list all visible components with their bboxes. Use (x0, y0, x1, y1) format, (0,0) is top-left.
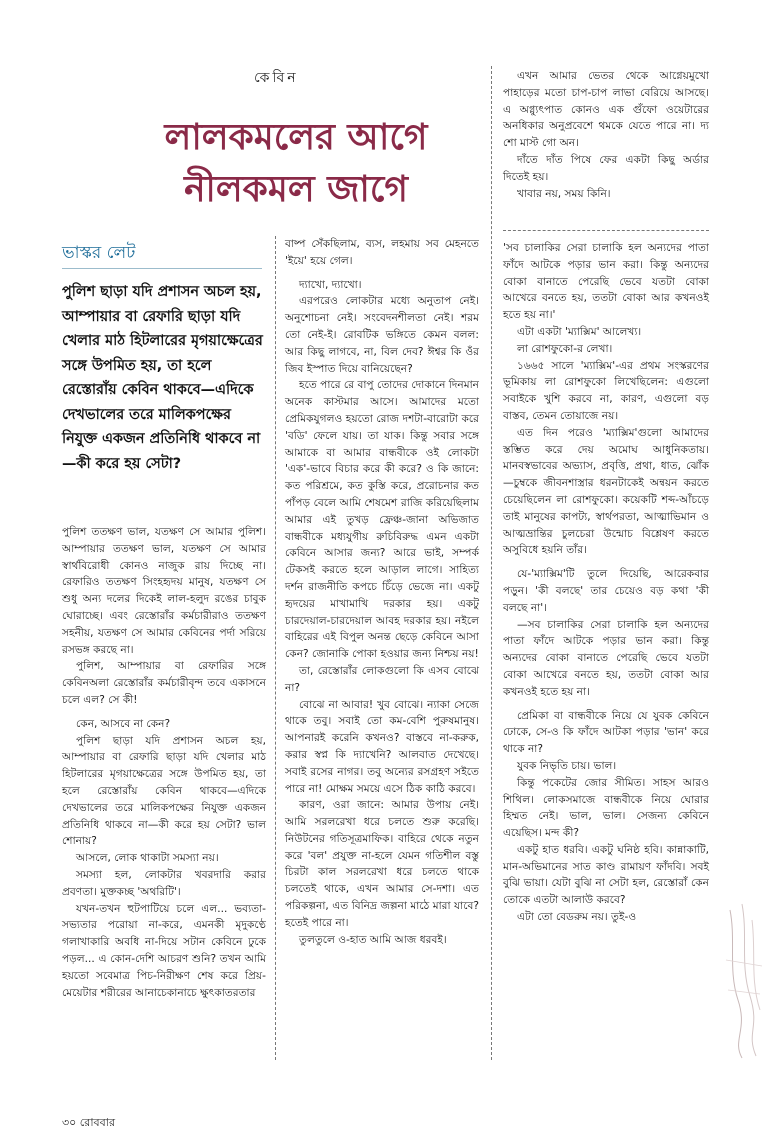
paragraph: এরপরেও লোকটার মধ্যে অনুতাপ নেই। অনুশোচনা নেই। সংবেদনশীলতা নেই। শরম তো নেই-ই। রোবটিক ভঙ্গিতে কেমন বলল: আর কিছু লাগবে, না, বিল দেব? ঈশ্বর কি ওঁর জিব ইস্পাত দিয়ে বানিয়েছেন? (285, 295, 479, 375)
paragraph: যুবক নিভৃতি চায়। ভাল। (517, 759, 617, 772)
paragraph: বোঝে না আবার! খুব বোঝে। ন্যাকা সেজে থাকে তবু। সবাই তো কম-বেশি পুরুষমানুষ। আপনারই করেনি কখনও? বাস্তবে না-করুক, করার স্বপ্ন কি দ্যাখেনি? আলবাত দেখেছে। সবাই রসের নাগর। তবু অন্যের রসগ্রহণ সইতে পারে না! মোক্ষম সময়ে এসে ঠিক কাঠি করবে। (285, 698, 479, 795)
author-name: ভাস্কর লেট (62, 243, 136, 263)
paragraph: পুলিশ ততক্ষণ ভাল, যতক্ষণ সে আমার পুলিশ। আম্পায়ার ততক্ষণ ভাল, যতক্ষণ সে আমার স্বার্থবিরোধী কোনও নাজুক রায় দিচ্ছে না। রেফারিও ততক্ষণ সিংহহৃদয় মানুষ, যতক্ষণ সে শুধু অন্য দলের দিকেই লাল-হলুদ রঙের চাবুক ঘোরাচ্ছে। এবং রেস্তোরাঁর কর্মচারীরাও ততক্ষণ সহনীয়, যতক্ষণ সে আমার কেবিনের পর্দা সরিয়ে রসভঙ্গ করছে না। (62, 526, 266, 656)
paragraph: খাবার নয়, সময় কিনি। (517, 187, 611, 200)
paragraph: লা রোশফুকো-র লেখা। (517, 342, 613, 355)
paragraph: আসলে, লোক থাকাটা সমস্যা নয়। (76, 852, 219, 865)
article-column-3 (503, 240, 709, 926)
article-column-1 (62, 524, 266, 1001)
headline-line-1: লালকমলের আগে (164, 117, 428, 158)
paragraph: এত দিন পরেও 'ম্যাক্সিম'গুলো আমাদের স্তম্ভিত করে দেয় অমোঘ আধুনিকতায়। মানবস্বভাবের অভ্যাস, প্রবৃত্তি, প্রথা, ধাত, ঝোঁক—চুম্বকে জীবনশাস্ত্রার ধরনটাকেই অন্বয়ন করতে চেয়েছিলেন লা রোশফুকো। কয়েকটি শব্দ-আঁচড়ে তাই মানুষের কাপট্য, স্বার্থপরতা, আত্মাভিমান ও আত্মভ্রান্তির চুলচেরা উন্মোচ বিশ্লেষণ করতে অসুবিধে হয়নি তাঁর। (503, 426, 709, 557)
lead-text: পুলিশ ছাড়া যদি প্রশাসন অচল হয়, আম্পায়ার বা রেফারি ছাড়া যদি খেলার মাঠ হিটলারের মৃগয়াক্ষেত্রের সঙ্গে উপমিত হয়, তা হলে রেস্তোরাঁয় কেবিন থাকবে—এদিকে দেখভালের তরে মালিকপক্ষের নিযুক্ত একজন প্রতিনিধি থাকবে না—কী করে হয় সেটা? (62, 284, 263, 472)
decorative-sketch-icon (722, 900, 766, 1060)
headline (110, 112, 482, 216)
paragraph: দ্যাখো, দ্যাখো। (299, 278, 362, 291)
column-divider-1 (275, 236, 276, 1060)
paragraph: এটা তো বেডরুম নয়। তুই-ও (517, 911, 637, 924)
paragraph: এখন আমার ভেতর থেকে আগ্নেয়মুখো পাহাড়ের মতো চাপ-চাপ লাভা বেরিয়ে আসছে। এ অগ্ন্যুৎপাত কোনও এক গুঁফো ওয়েটারের অনধিকার অনুপ্রবেশে থমকে যেতে পারে না। দ্য শো মাস্ট গো অন। (503, 70, 709, 150)
paragraph: যখন-তখন হুটপাটিয়ে চলে এল... ভব্যতা-সভ্যতার পরোয়া না-করে, এমনকী মৃদুকণ্ঠে গলাখাকারি অবধি না-দিয়ে সটান কেবিনে ঢুকে পড়ল... এ কোন-দেশি আচরণ শুনি? তখন আমি হয়তো সবেমাত্র পিচ-নিরীক্ষণ শেষ করে প্রিয়-মেয়েটার শরীরের আনাচেকানাচে ক্ষুৎকাতরতার (62, 902, 266, 999)
article-column-2 (285, 236, 479, 948)
paragraph: পুলিশ ছাড়া যদি প্রশাসন অচল হয়, আম্পায়ার বা রেফারি ছাড়া যদি খেলার মাঠ হিটলারের মৃগয়াক্ষেত্রের সঙ্গে উপমিত হয়, তা হলে রেস্তোরাঁয় কেবিন থাকবে—এদিকে দেখভালের তরে মালিকপক্ষের নিযুক্ত একজন প্রতিনিধি থাকবে না—কী করে হয় সেটা? ভাল শোনায়? (62, 734, 266, 848)
paragraph: 'সব চালাকির সেরা চালাকি হল অন্যদের পাতা ফাঁদে আটকে পড়ার ভান করা। কিন্তু অন্যদের বোকা বানাতে পেরেছি ভেবে যতটা বোকা আখেরে বনতে হয়, ততটা বোকা আর কখনওই হতে হয় না।' (503, 242, 709, 322)
lead-paragraph (62, 280, 268, 476)
paragraph: ১৬৬৫ সালে 'ম্যাক্সিম'-এর প্রথম সংস্করণের ভূমিকায় লা রোশফুকো লিখেছিলেন: এগুলো সবাইকে খুশি করবে না, কারণ, এগুলো বড় বাস্তব, তেমন তোয়াজে নয়। (503, 359, 709, 422)
paragraph: যে-'ম্যাক্সিম'টি তুলে দিয়েছি, আরেকবার পড়ুন। 'কী বলছে' তার চেয়েও বড় কথা 'কী বলছে না'। (503, 568, 709, 614)
paragraph: এটা একটা 'ম্যাক্সিম' আলেখ্য। (517, 325, 642, 338)
paragraph: একটু হাত ধরবি। একটু ঘনিষ্ঠ হবি। কান্নাকাটি, মান-অভিমানের সাত কাণ্ড রামায়ণ ফাঁদবি। সবই বুঝি ভায়া। যেটা বুঝি না সেটা হল, রেস্তোরাঁ কেন তোকে এতটা আলাউ করবে? (503, 843, 709, 907)
paragraph: তুলতুলে ও-হাত আমি আজ ধরবই। (299, 933, 447, 946)
paragraph: —সব চালাকির সেরা চালাকি হল অন্যদের পাতা ফাঁদে আটকে পড়ার ভান করা। কিন্তু অন্যদের বোকা বানাতে পেরেছি ভেবে যতটা বোকা আখেরে বনতে হয়, ততটা বোকা আর কখনওই হতে হয় না। (503, 618, 709, 698)
column-divider-2 (491, 66, 492, 1060)
paragraph: প্রেমিকা বা বান্ধবীকে নিয়ে যে যুবক কেবিনে ঢোকে, সে-ও কি ফাঁদে আটকা পড়ার 'ভান' করে থাকে না? (503, 709, 709, 756)
article-column-3-top (503, 68, 709, 202)
page-footer: ৩০ রোববার (62, 1116, 115, 1129)
paragraph: কেন, আসবে না কেন? (76, 717, 171, 730)
paragraph: বাষ্প সেঁকছিলাম, ব্যস, লহমায় সব মেহনতে 'ইয়ে' হয়ে গেল। (285, 238, 479, 267)
headline-line-2: নীলকমল জাগে (184, 169, 408, 210)
paragraph: কিন্তু পকেটের জোর সীমিত। সাহস আরও শিথিল। লোকসমাজে বান্ধবীকে নিয়ে ঘোরার হিম্মত নেই। ভাল, ভাল। সেজন্য কেবিনে এয়েছিস। মন্দ কী? (503, 776, 709, 840)
paragraph: তা, রেস্তোরাঁর লোকগুলো কি এসব বোঝে না? (285, 664, 479, 694)
paragraph: কারণ, ওরা জানে: আমার উপায় নেই। আমি সরলরেখা ধরে চলতে শুরু করেছি। নিউটনের গতিসূত্রমাফিক। বাহিরে থেকে নতুন করে 'বল' প্রযুক্ত না-হলে যেমন গতিশীল বস্তু চিরটা কাল সরলরেখা ধরে চলতে থাকে চলতেই থাকে, এখন আমার সে-দশা। এত পরিকল্পনা, এত বিনিদ্র জল্পনা মাঠে মারা যাবে? হতেই পারে না। (285, 799, 479, 929)
paragraph: সমস্যা হল, লোকটার খবরদারি করার প্রবণতা। মুক্তকচ্ছ 'অথরিটি'। (62, 868, 266, 898)
author-divider (62, 268, 262, 269)
paragraph: হতে পারে রে বাপু তোদের দোকানে দিনমান অনেক কাস্টমার আসে। আমাদের মতো প্রেমিকযুগলও হয়তো রোজ দশটা-বারোটা করে 'বডি' ফেলে যায়। তা যাক। কিন্তু সবার সঙ্গে আমাকে বা আমার বান্ধবীকে ওই লোকটা 'এক'-ভাবে বিচার করে কী করে? ও কি জানে: কত পরিশ্রমে, কত কুস্তি করে, প্ররোচনার কত পাঁপড় বেলে আমি শেষমেশ রাজি করিয়েছিলাম আমার এই তুখড় ফ্রেঞ্চ-জানা অভিজাত বান্ধবীকে মধ্যযুগীয় রুচিবিরুদ্ধ এমন একটা কেবিনে আসার জন্য? আরে ভাই, সম্পর্ক টেকসই করতে হলে আড়াল লাগে। সাহিত্য দর্শন রাজনীতি কপচে চিঁড়ে ভেজে না। একটু হৃদয়ের মাখামাখি দরকার হয়। একটু চারদেয়াল-চারদেয়াল আবহ দরকার হয়। নইলে বাহিরের এই বিপুল অনন্ত ছেড়ে কেবিনে আসা কেন? জোনাকি পোকা হওয়ার জন্য নিশ্চয় নয়! (285, 379, 479, 661)
column-3-divider (503, 230, 709, 231)
paragraph: পুলিশ, আম্পায়ার বা রেফারির সঙ্গে কেবিনঅলা রেস্তোরাঁর কর্মচারীবৃন্দ তবে একাসনে চলে এল? সে কী! (62, 660, 266, 706)
section-label: কেবিন (254, 70, 299, 86)
paragraph: দাঁতে দাঁত পিষে ফের একটা কিছু অর্ডার দিতেই হয়। (503, 153, 709, 183)
